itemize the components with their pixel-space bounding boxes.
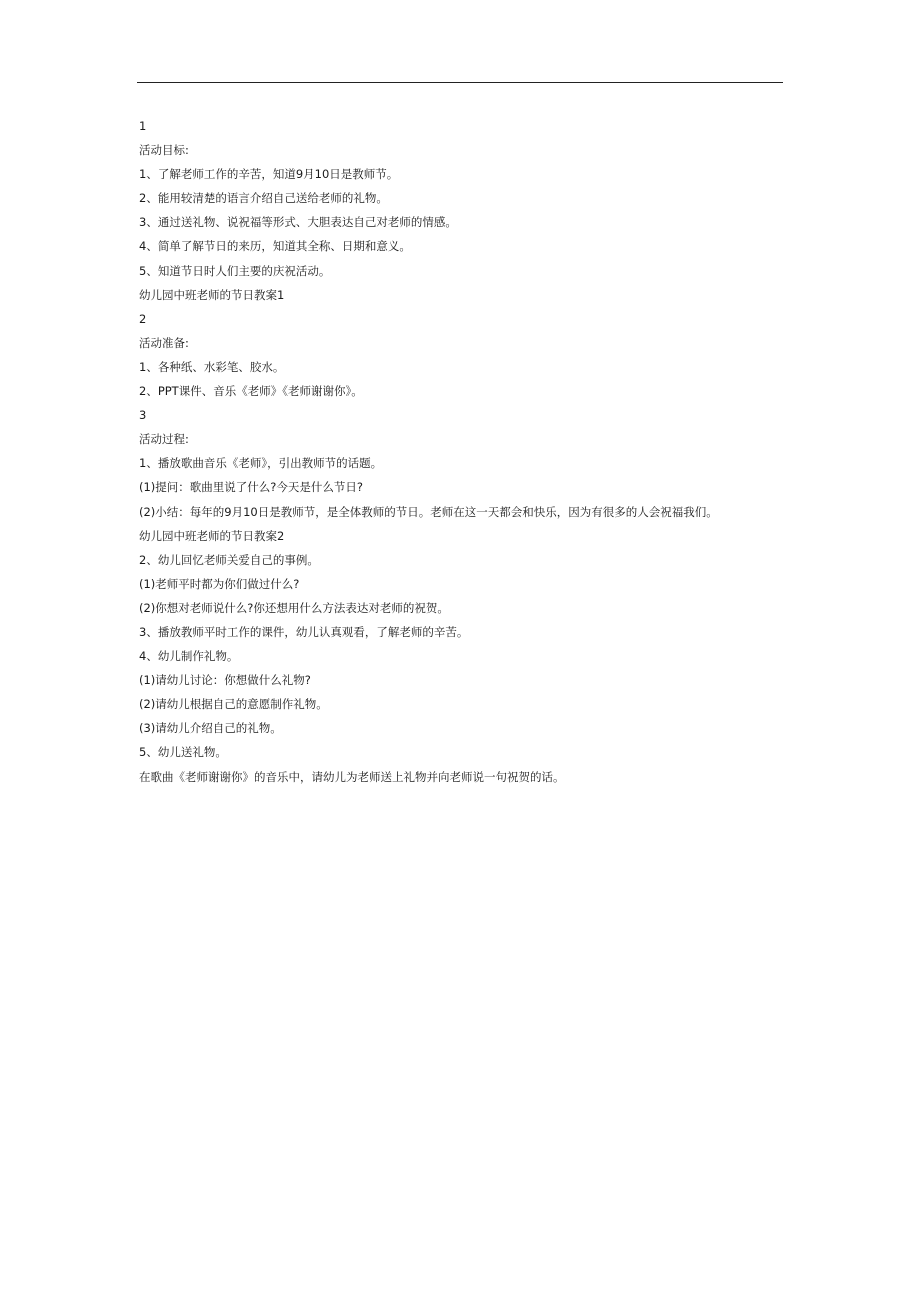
list-item: 3、通过送礼物、说祝福等形式、大胆表达自己对老师的情感。 [139,215,457,230]
list-item: 5、知道节日时人们主要的庆祝活动。 [139,263,331,278]
list-item: 3、播放教师平时工作的课件，幼儿认真观看，了解老师的辛苦。 [139,624,469,639]
paragraph: 在歌曲《老师谢谢你》的音乐中，请幼儿为老师送上礼物并向老师说一句祝贺的话。 [139,769,565,784]
sub-list-item: (2)你想对老师说什么?你还想用什么方法表达对老师的祝贺。 [139,600,449,615]
section-heading: 活动过程: [139,432,189,447]
document-caption: 幼儿园中班老师的节日教案1 [139,287,285,302]
list-item: 4、幼儿制作礼物。 [139,649,239,664]
sub-list-item: (1)请幼儿讨论：你想做什么礼物? [139,673,311,688]
section-number: 3 [139,408,147,423]
section-number: 1 [139,119,147,133]
section-number: 2 [139,311,147,326]
list-item: 1、各种纸、水彩笔、胶水。 [139,359,285,374]
document-caption: 幼儿园中班老师的节日教案2 [139,528,285,543]
sub-list-item: (2)请幼儿根据自己的意愿制作礼物。 [139,697,328,712]
list-item: 2、幼儿回忆老师关爱自己的事例。 [139,552,319,567]
list-item: 1、了解老师工作的辛苦，知道9月10日是教师节。 [139,167,399,182]
document-body [139,114,799,789]
list-item: 1、播放歌曲音乐《老师》，引出教师节的话题。 [139,456,383,471]
sub-list-item: (2)小结：每年的9月10日是教师节，是全体教师的节日。老师在这一天都会和快乐，因为有很多的人会祝福我们。 [139,504,718,519]
list-item: 2、PPT课件、音乐《老师》《老师谢谢你》。 [139,384,363,399]
section-heading: 活动准备: [139,335,189,350]
header-rule [137,82,783,83]
list-item: 2、能用较清楚的语言介绍自己送给老师的礼物。 [139,191,388,206]
list-item: 4、简单了解节日的来历，知道其全称、日期和意义。 [139,239,411,254]
sub-list-item: (3)请幼儿介绍自己的礼物。 [139,721,282,736]
section-heading: 活动目标: [139,143,189,158]
list-item: 5、幼儿送礼物。 [139,745,227,760]
sub-list-item: (1)老师平时都为你们做过什么? [139,576,300,591]
sub-list-item: (1)提问：歌曲里说了什么?今天是什么节日? [139,480,363,495]
